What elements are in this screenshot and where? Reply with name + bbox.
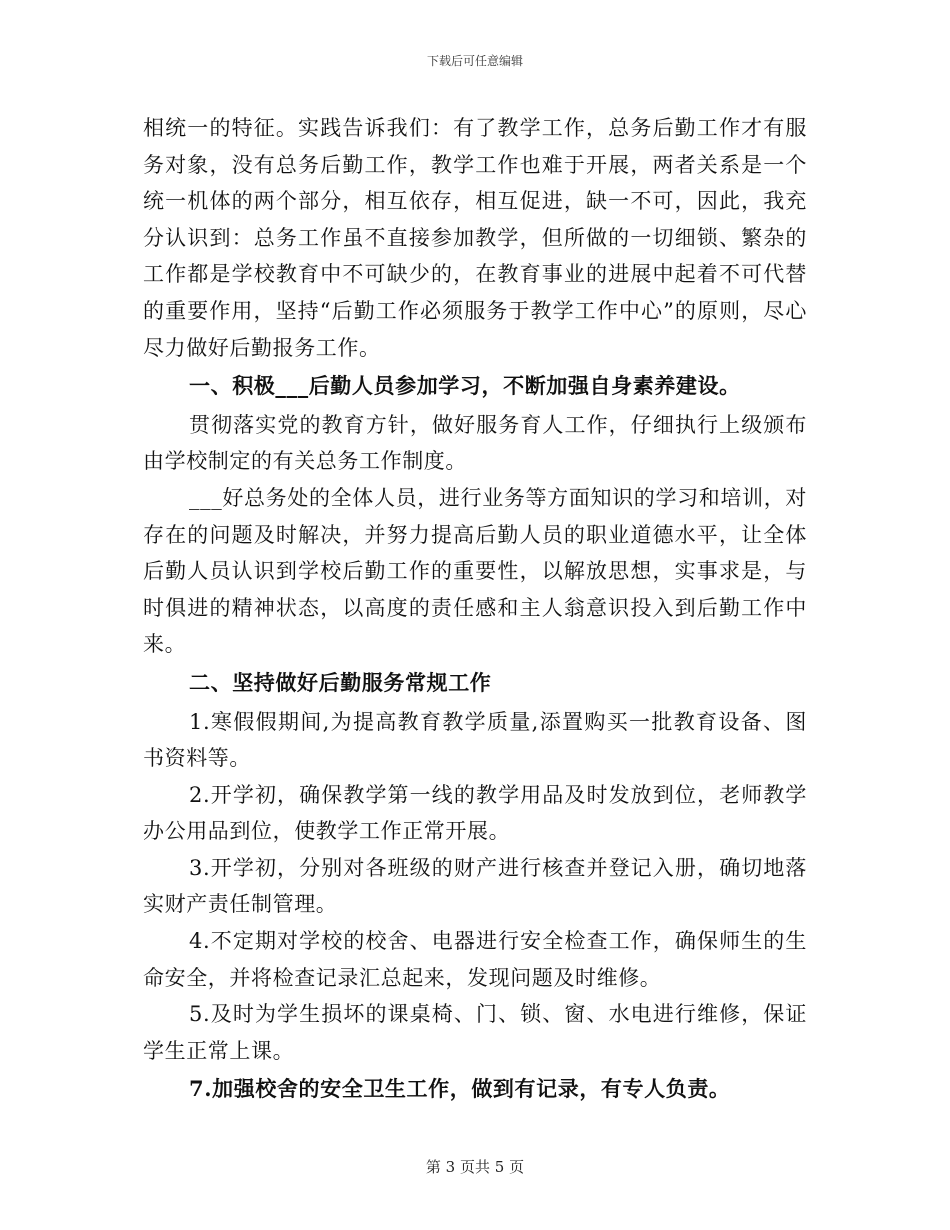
section-heading-2: 二、坚持做好后勤服务常规工作 — [189, 669, 492, 695]
list-item-2: 2.开学初，确保教学第一线的教学用品及时发放到位，老师教学办公用品到位，使教学工作正常开展。 — [143, 782, 807, 844]
list-item-4: 4.不定期对学校的校舍、电器进行安全检查工作，确保师生的生命安全，并将检查记录汇总起来，发现问题及时维修。 — [143, 929, 807, 990]
paragraph: ___好总务处的全体人员，进行业务等方面知识的学习和培训，对存在的问题及时解决，并努力提高后勤人员的职业道德水平，让全体后勤人员认识到学校后勤工作的重要性，以解放思想，实事求是，与时俱进的精神状态，以高度的责任感和主人翁意识投入到后勤工作中来。 — [143, 485, 807, 657]
page-footer: 第 3 页共 5 页 — [425, 1158, 525, 1176]
paragraph: 贯彻落实党的教育方针，做好服务育人工作，仔细执行上级颁布由学校制定的有关总务工作制度。 — [143, 412, 807, 474]
list-item-7-bold: 7.加强校舍的安全卫生工作，做到有记录，有专人负责。 — [189, 1076, 731, 1102]
page-header: 下载后可任意编辑 — [426, 54, 523, 68]
list-item-3: 3.开学初，分别对各班级的财产进行核查并登记入册，确切地落实财产责任制管理。 — [143, 855, 807, 917]
list-item-1: 1.寒假假期间,为提高教育教学质量,添置购买一批教育设备、图书资料等。 — [143, 709, 807, 771]
section-heading-1: 一、积极___后勤人员参加学习，不断加强自身素养建设。 — [189, 373, 741, 399]
paragraph-intro-continuation: 相统一的特征。实践告诉我们：有了教学工作，总务后勤工作才有服务对象，没有总务后勤工作，教学工作也难于开展，两者关系是一个统一机体的两个部分，相互依存，相互促进，缺一不可，因此，我充分认识到：总务工作虽不直接参加教学，但所做的一切细锁、繁杂的工作都是学校教育中不可缺少的，在教育事业的进展中起着不可代替的重要作用，坚持“后勤工作必须服务于教学工作中心”的原则，尽心尽力做好后勤报务工作。 — [143, 116, 807, 360]
list-item-5: 5.及时为学生损坏的课桌椅、门、锁、窗、水电进行维修，保证学生正常上课。 — [143, 1002, 807, 1063]
document-body — [143, 110, 807, 1110]
